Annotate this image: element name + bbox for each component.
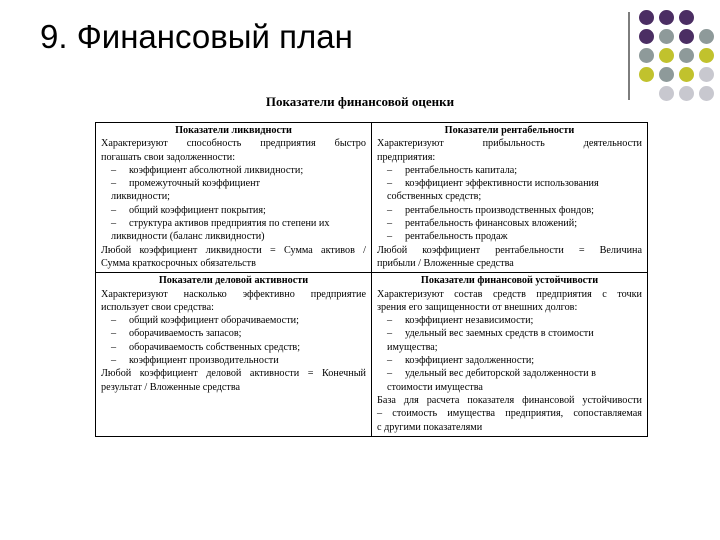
formula-line: База для расчета показателя финансовой устойчивости (377, 394, 642, 406)
list-item (377, 177, 642, 204)
list-item-text: ликвидности (баланс ликвидности) (111, 231, 265, 243)
decorative-dot (639, 48, 654, 63)
description-line: использует свои средства: (101, 301, 214, 313)
list-item-text: – структура активов предприятия по степени их (129, 218, 330, 230)
list-item (101, 341, 366, 354)
list-item-text: – коэффициент абсолютной ликвидности; (129, 164, 304, 176)
cell-heading: Показатели ликвидности (175, 125, 292, 136)
description-line: зрения его защищенности от внешних долгов: (377, 301, 578, 313)
cell-heading: Показатели финансовой устойчивости (420, 275, 599, 287)
list-item (377, 354, 642, 367)
formula-line: Любой коэффициент рентабельности = Величина (377, 244, 642, 256)
list-item (377, 327, 642, 354)
formula-line: Любой коэффициент деловой активности = Конечный (101, 368, 366, 380)
list-item (101, 354, 366, 367)
list-item-text: – рентабельность продаж (405, 231, 508, 243)
list-item-text: – рентабельность производственных фондов; (405, 204, 594, 216)
description-line: Характеризуют прибыльность деятельности (377, 138, 642, 150)
table-row (96, 273, 648, 437)
formula-line: Сумма краткосрочных обязательств (101, 257, 256, 269)
decorative-dot (679, 29, 694, 44)
list-item-text: – рентабельность капитала; (405, 164, 518, 176)
formula-line: – стоимость имущества предприятия, сопоставляемая (377, 408, 642, 420)
decorative-dot (659, 48, 674, 63)
indicators-table (95, 122, 648, 437)
decorative-dot (659, 10, 674, 25)
description-line: погашать свои задолженности: (101, 151, 236, 163)
decorative-dot (659, 67, 674, 82)
cell-heading: Показатели рентабельности (444, 125, 575, 136)
table-row (96, 123, 648, 273)
decorative-dot (659, 29, 674, 44)
list-item-text: – оборачиваемость запасов; (129, 328, 242, 340)
list-item-text: имущества; (387, 341, 438, 353)
decorative-dot (639, 10, 654, 25)
description-line: предприятия: (377, 151, 436, 163)
formula-line: Любой коэффициент ликвидности = Сумма активов / (101, 244, 366, 256)
list-item-text: – общий коэффициент покрытия; (129, 204, 266, 216)
list-item (377, 367, 642, 394)
list-item (101, 204, 366, 217)
description-line: Характеризуют состав средств предприятия с точки (377, 288, 642, 300)
decorative-dot (679, 67, 694, 82)
list-item-text: – коэффициент задолженности; (405, 355, 535, 367)
list-item-text: собственных средств; (387, 191, 482, 203)
formula-line: результат / Вложенные средства (101, 381, 241, 393)
indicator-list (101, 314, 366, 367)
list-item (101, 217, 366, 244)
list-item-text: – коэффициент производительности (129, 355, 279, 367)
business-activity-cell (96, 273, 372, 437)
list-item (377, 164, 642, 177)
indicator-list (377, 314, 642, 394)
list-item (377, 204, 642, 217)
list-item (101, 164, 366, 177)
decorative-dot (679, 48, 694, 63)
list-item (101, 314, 366, 327)
profitability-cell (372, 123, 648, 273)
list-item-text: ликвидности; (111, 191, 170, 203)
decorative-divider-line (628, 12, 630, 100)
list-item-text: – коэффициент независимости; (405, 315, 534, 327)
decorative-dot (679, 10, 694, 25)
list-item-text: – оборачиваемость собственных средств; (129, 341, 301, 353)
description-line: Характеризуют способность предприятия быстро (101, 138, 366, 150)
list-item-text: – удельный вес дебиторской задолженности в (405, 368, 596, 380)
cell-heading: Показатели деловой активности (158, 275, 309, 287)
slide-title: 9. Финансовый план (40, 18, 353, 55)
list-item-text: – удельный вес заемных средств в стоимости (405, 328, 594, 340)
document-title: Показатели финансовой оценки (265, 94, 455, 109)
list-item (377, 217, 642, 230)
decorative-dot (699, 29, 714, 44)
list-item (377, 314, 642, 327)
financial-stability-cell (372, 273, 648, 437)
formula-line: прибыли / Вложенные средства (377, 257, 514, 269)
list-item (377, 230, 642, 243)
liquidity-cell (96, 123, 372, 273)
list-item-text: стоимости имущества (387, 381, 483, 393)
list-item-text: – коэффициент эффективности использования (405, 178, 599, 190)
decorative-dot (699, 48, 714, 63)
description-line: Характеризуют насколько эффективно предприятие (101, 288, 366, 300)
list-item-text: – рентабельность финансовых вложений; (405, 218, 578, 230)
list-item (101, 177, 366, 204)
list-item (101, 327, 366, 340)
formula-line: с другими показателями (377, 421, 483, 433)
decorative-dot (699, 67, 714, 82)
decorative-dot (639, 67, 654, 82)
list-item-text: – промежуточный коэффициент (129, 178, 260, 190)
indicator-list (101, 164, 366, 244)
indicator-list (377, 164, 642, 244)
list-item-text: – общий коэффициент оборачиваемости; (129, 315, 299, 327)
decorative-dot (639, 29, 654, 44)
